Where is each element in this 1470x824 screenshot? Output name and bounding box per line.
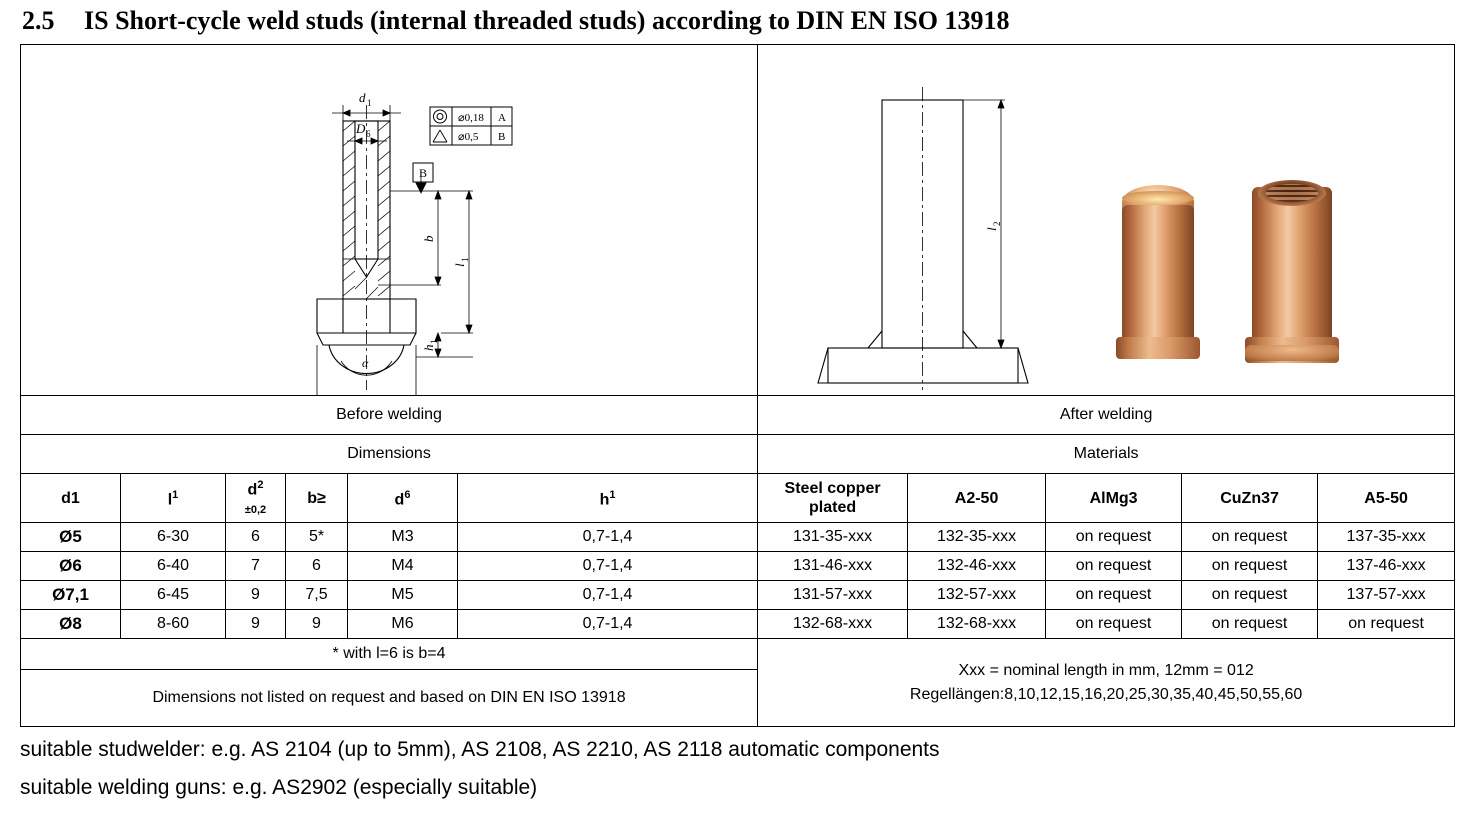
table-row bbox=[21, 610, 1455, 639]
header-d2: $d^2$ ±0,2 bbox=[226, 474, 286, 523]
cell-a5: on request bbox=[1318, 610, 1455, 639]
cell-b: 6 bbox=[286, 552, 348, 581]
footnote-row bbox=[21, 639, 1455, 670]
cell-a2: 132-57-xxx bbox=[908, 581, 1046, 610]
cell-h1: 0,7-1,4 bbox=[458, 581, 758, 610]
cell-d6: M5 bbox=[348, 581, 458, 610]
header-b: b≥ bbox=[286, 474, 348, 523]
header-d1: d1 bbox=[21, 474, 121, 523]
header-almg3: AlMg3 bbox=[1046, 474, 1182, 523]
after-welding-figures bbox=[758, 45, 1454, 395]
band-before-welding: Before welding bbox=[21, 396, 758, 435]
column-header-row bbox=[21, 474, 1455, 523]
cell-d6: M6 bbox=[348, 610, 458, 639]
cell-d2: 9 bbox=[226, 581, 286, 610]
svg-text:B: B bbox=[498, 131, 506, 143]
header-d6: $d^6$ bbox=[348, 474, 458, 523]
cell-almg3: on request bbox=[1046, 523, 1182, 552]
cell-cuzn37: on request bbox=[1182, 523, 1318, 552]
figure-row bbox=[21, 45, 1455, 396]
materials-note bbox=[758, 639, 1455, 727]
cell-d6: M3 bbox=[348, 523, 458, 552]
header-l1: $l^1$ bbox=[121, 474, 226, 523]
svg-text:l: l bbox=[984, 227, 1000, 231]
cell-steel: 131-57-xxx bbox=[758, 581, 908, 610]
svg-text:6: 6 bbox=[366, 129, 371, 139]
svg-text:l: l bbox=[452, 263, 467, 267]
technical-drawing-before-welding bbox=[21, 45, 757, 395]
cell-a5: 137-35-xxx bbox=[1318, 523, 1455, 552]
cell-cuzn37: on request bbox=[1182, 610, 1318, 639]
cell-almg3: on request bbox=[1046, 552, 1182, 581]
svg-text:B: B bbox=[419, 166, 428, 180]
category-band bbox=[21, 435, 1455, 474]
cell-l1: 8-60 bbox=[121, 610, 226, 639]
cell-a2: 132-46-xxx bbox=[908, 552, 1046, 581]
cell-steel: 131-46-xxx bbox=[758, 552, 908, 581]
cell-d1: Ø5 bbox=[21, 523, 121, 552]
cell-b: 9 bbox=[286, 610, 348, 639]
svg-text:d: d bbox=[359, 90, 366, 105]
dimensions-note: Dimensions not listed on request and based on DIN EN ISO 13918 bbox=[21, 670, 758, 727]
cell-a5: 137-57-xxx bbox=[1318, 581, 1455, 610]
cell-a2: 132-68-xxx bbox=[908, 610, 1046, 639]
cell-almg3: on request bbox=[1046, 610, 1182, 639]
cell-a2: 132-35-xxx bbox=[908, 523, 1046, 552]
cell-almg3: on request bbox=[1046, 581, 1182, 610]
cell-steel: 132-68-xxx bbox=[758, 610, 908, 639]
cell-h1: 0,7-1,4 bbox=[458, 610, 758, 639]
cell-d2: 9 bbox=[226, 610, 286, 639]
cell-d6: M4 bbox=[348, 552, 458, 581]
cell-cuzn37: on request bbox=[1182, 552, 1318, 581]
svg-text:1: 1 bbox=[367, 98, 372, 108]
header-steel-copper-plated: Steel copper plated bbox=[758, 474, 908, 523]
cell-d2: 7 bbox=[226, 552, 286, 581]
table-row bbox=[21, 552, 1455, 581]
before-welding-figure-cell bbox=[21, 45, 758, 396]
svg-text:1: 1 bbox=[460, 257, 470, 262]
cell-cuzn37: on request bbox=[1182, 581, 1318, 610]
footer-welding-guns: suitable welding guns: e.g. AS2902 (especially suitable) bbox=[20, 776, 538, 799]
header-a5-50: A5-50 bbox=[1318, 474, 1455, 523]
materials-note-line1: Xxx = nominal length in mm, 12mm = 012 bbox=[958, 661, 1254, 679]
after-welding-figure-cell bbox=[758, 45, 1455, 396]
cell-a5: 137-46-xxx bbox=[1318, 552, 1455, 581]
cell-d1: Ø6 bbox=[21, 552, 121, 581]
svg-text:1: 1 bbox=[429, 339, 439, 344]
cell-d2: 6 bbox=[226, 523, 286, 552]
product-table bbox=[20, 44, 1455, 727]
svg-text:⌀0,5: ⌀0,5 bbox=[458, 131, 479, 143]
svg-text:2: 2 bbox=[992, 221, 1003, 226]
cell-b: 5* bbox=[286, 523, 348, 552]
welding-state-band bbox=[21, 396, 1455, 435]
cell-h1: 0,7-1,4 bbox=[458, 552, 758, 581]
cell-steel: 131-35-xxx bbox=[758, 523, 908, 552]
cell-h1: 0,7-1,4 bbox=[458, 523, 758, 552]
header-h1: $h^1$ bbox=[458, 474, 758, 523]
cell-d1: Ø8 bbox=[21, 610, 121, 639]
header-d2-tolerance: ±0,2 bbox=[244, 504, 267, 517]
svg-text:⌀0,18: ⌀0,18 bbox=[458, 112, 484, 124]
band-after-welding: After welding bbox=[758, 396, 1455, 435]
section-number: 2.5 bbox=[22, 6, 55, 35]
cell-l1: 6-45 bbox=[121, 581, 226, 610]
cell-l1: 6-40 bbox=[121, 552, 226, 581]
svg-text:D: D bbox=[356, 121, 366, 136]
band-materials: Materials bbox=[758, 435, 1455, 474]
header-a2-50: A2-50 bbox=[908, 474, 1046, 523]
svg-text:α: α bbox=[362, 356, 369, 370]
table-row bbox=[21, 523, 1455, 552]
cell-l1: 6-30 bbox=[121, 523, 226, 552]
svg-text:A: A bbox=[498, 112, 506, 124]
cell-b: 7,5 bbox=[286, 581, 348, 610]
header-cuzn37: CuZn37 bbox=[1182, 474, 1318, 523]
table-row bbox=[21, 581, 1455, 610]
section-title: IS Short-cycle weld studs (internal threaded studs) according to DIN EN ISO 13918 bbox=[84, 6, 1010, 35]
footnote-b-value: * with l=6 is b=4 bbox=[21, 639, 758, 670]
svg-text:b: b bbox=[421, 235, 436, 242]
svg-text:h: h bbox=[421, 344, 436, 351]
cell-d1: Ø7,1 bbox=[21, 581, 121, 610]
band-dimensions: Dimensions bbox=[21, 435, 758, 474]
footer-studwelder: suitable studwelder: e.g. AS 2104 (up to 5mm), AS 2108, AS 2210, AS 2118 automatic components bbox=[20, 738, 940, 761]
materials-note-line2: Regellängen:8,10,12,15,16,20,25,30,35,40,45,50,55,60 bbox=[909, 685, 1303, 703]
page-title bbox=[18, 0, 1452, 44]
